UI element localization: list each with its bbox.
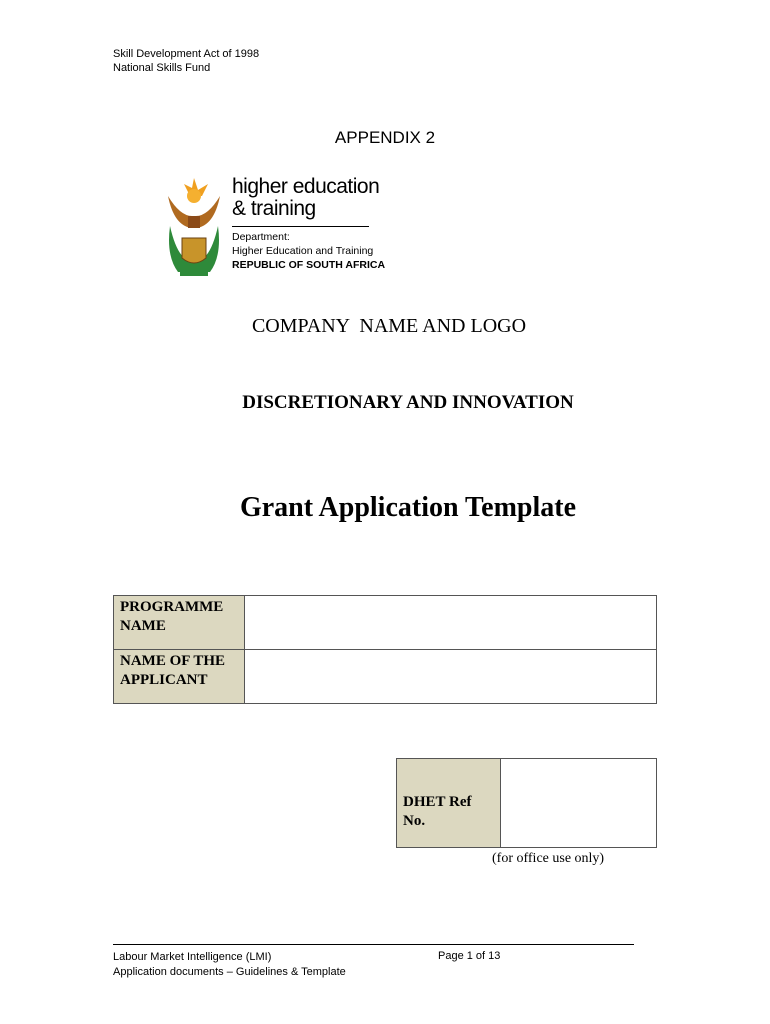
- footer-rule: [113, 944, 634, 945]
- document-title: Grant Application Template: [239, 492, 577, 523]
- logo-dept-name: Higher Education and Training: [232, 245, 374, 257]
- footer-lmi: Labour Market Intelligence (LMI): [113, 951, 272, 963]
- dhet-ref-label: DHET Ref No.: [397, 759, 501, 848]
- applicant-name-field[interactable]: [245, 650, 657, 704]
- dhet-ref-field[interactable]: [501, 759, 657, 848]
- logo-department: [232, 230, 385, 272]
- office-use-note: (for office use only): [492, 851, 605, 866]
- header-act: Skill Development Act of 1998: [113, 48, 260, 60]
- programme-name-label: PROGRAMME NAME: [114, 596, 245, 650]
- company-name-placeholder: COMPANY NAME AND LOGO: [251, 315, 527, 337]
- header-fund: National Skills Fund: [113, 62, 211, 74]
- logo-dept-label: Department:: [232, 231, 290, 243]
- applicant-form-table: [113, 595, 657, 704]
- logo-country: REPUBLIC OF SOUTH AFRICA: [232, 259, 386, 271]
- page-footer: [113, 950, 346, 980]
- appendix-title: APPENDIX 2: [334, 128, 436, 147]
- coat-of-arms-logo: [164, 176, 224, 280]
- table-row: [114, 650, 657, 704]
- page-number: Page 1 of 13: [438, 950, 501, 962]
- logo-title-line2: & training: [232, 197, 316, 220]
- document-subtitle: DISCRETIONARY AND INNOVATION: [242, 392, 574, 413]
- applicant-name-label: NAME OF THE APPLICANT: [114, 650, 245, 704]
- logo-divider: [232, 226, 369, 227]
- table-row: [114, 596, 657, 650]
- page-header: [113, 47, 259, 75]
- logo-wordmark: [232, 176, 379, 220]
- dhet-ref-table: [396, 758, 657, 848]
- logo-title-line1: higher education: [232, 175, 380, 198]
- footer-docs: Application documents – Guidelines & Template: [113, 966, 346, 978]
- programme-name-field[interactable]: [245, 596, 657, 650]
